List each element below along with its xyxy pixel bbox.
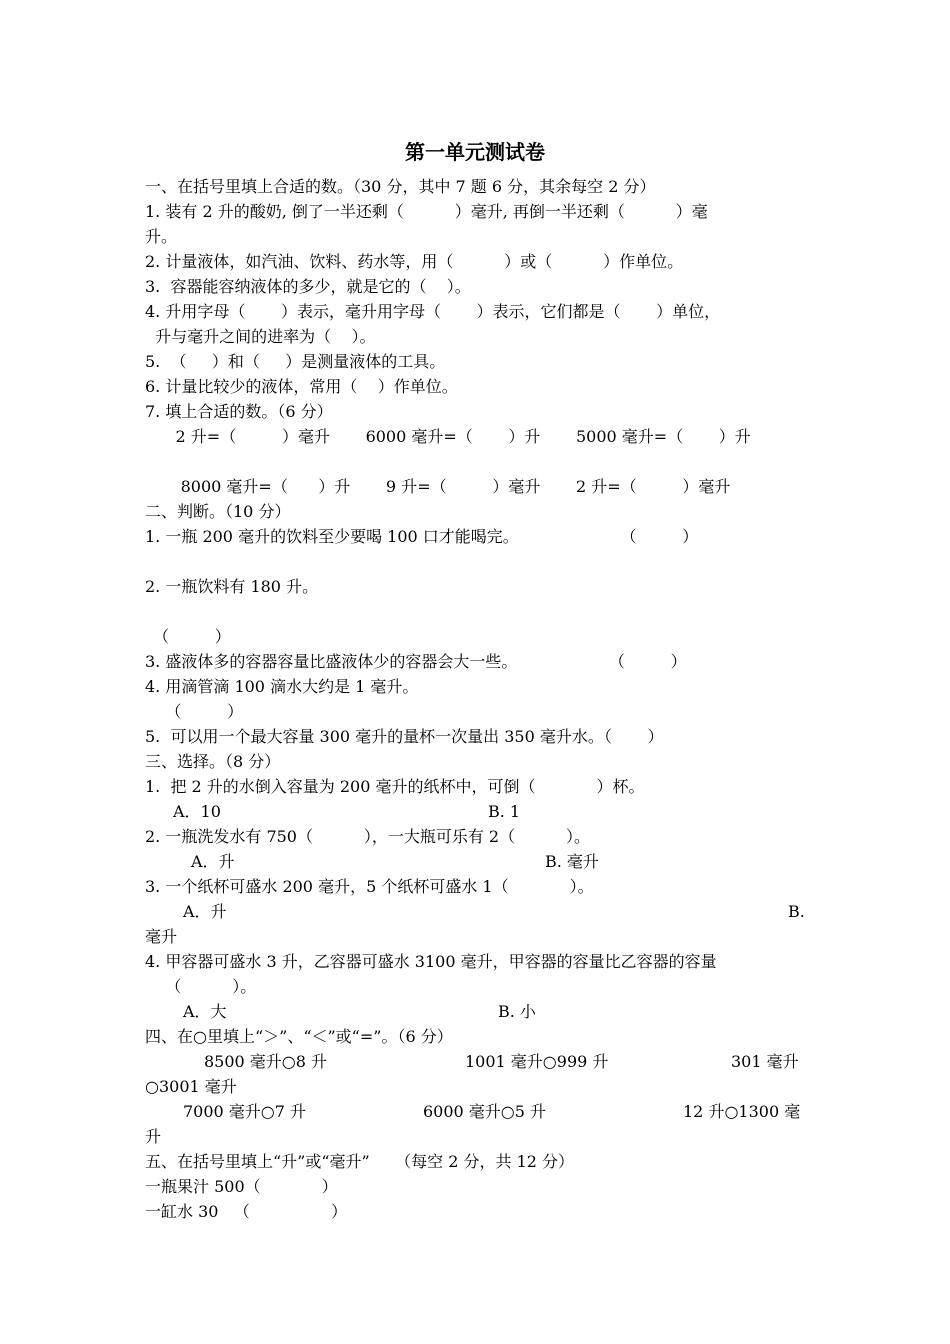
question-2-4-answer: （ ） [145,702,244,721]
question-1-6: 6. 计量比较少的液体，常用（ ）作单位。 [145,377,458,396]
question-3-2-option-a: A．升 [191,852,235,871]
question-3-3: 3. 一个纸杯可盛水 200 毫升，5 个纸杯可盛水 1（ ）。 [145,877,594,896]
question-3-4-option-a: A．大 [183,1002,227,1021]
question-1-5: 5. （ ）和（ ）是测量液体的工具。 [145,352,446,371]
question-3-3-option-b: B. [788,902,805,921]
question-1-7-row-1: 2 升=（ ）毫升 6000 毫升=（ ）升 5000 毫升=（ ）升 [145,427,751,446]
question-1-2: 2. 计量液体，如汽油、饮料、药水等，用（ ）或（ ）作单位。 [145,252,684,271]
question-1-7-row-2: 8000 毫升=（ ）升 9 升=（ ）毫升 2 升=（ ）毫升 [145,477,731,496]
question-2-2-answer: （ ） [153,627,231,646]
question-3-4: 4. 甲容器可盛水 3 升，乙容器可盛水 3100 毫升，甲容器的容量比乙容器的容量 [145,952,717,971]
question-5-2: 一缸水 30 （ ） [145,1202,348,1221]
section-5-heading: 五、在括号里填上“升”或“毫升” （每空 2 分，共 12 分） [145,1152,575,1171]
question-3-3-option-a: A．升 [183,902,227,921]
compare-item-3: 301 毫升 [731,1052,799,1071]
page-title: 第一单元测试卷 [405,140,545,164]
compare-item-1: 8500 毫升○8 升 [204,1052,328,1071]
question-3-4-option-b: B. 小 [498,1002,536,1021]
question-1-7: 7. 填上合适的数。（6 分） [145,402,333,421]
question-1-4: 4. 升用字母（ ）表示，毫升用字母（ ）表示，它们都是（ ）单位， [145,302,721,321]
question-3-1: 1. 把 2 升的水倒入容量为 200 毫升的纸杯中，可倒（ ）杯。 [145,777,645,796]
question-3-2: 2. 一瓶洗发水有 750（ ），一大瓶可乐有 2（ ）。 [145,827,590,846]
section-2-heading: 二、判断。（10 分） [145,502,291,521]
compare-item-6-cont: 升 [145,1127,162,1146]
question-3-4-cont: （ ）。 [145,977,257,996]
section-4-heading: 四、在○里填上“＞”、“＜”或“=”。（6 分） [145,1027,453,1046]
compare-item-6: 12 升○1300 毫 [683,1102,801,1121]
question-1-4-cont: 升与毫升之间的进率为（ ）。 [145,327,376,346]
question-1-1-cont: 升。 [145,227,178,246]
compare-item-2: 1001 毫升○999 升 [465,1052,609,1071]
section-1-heading: 一、在括号里填上合适的数。（30 分，其中 7 题 6 分，其余每空 2 分） [145,177,656,196]
question-2-3: 3. 盛液体多的容器容量比盛液体少的容器会大一些。 （ ） [145,652,687,671]
question-3-2-option-b: B. 毫升 [545,852,599,871]
compare-item-5: 6000 毫升○5 升 [423,1102,547,1121]
question-2-2: 2. 一瓶饮料有 180 升。 [145,577,319,596]
question-3-1-option-a: A．10 [173,802,221,821]
question-5-1: 一瓶果汁 500（ ） [145,1177,338,1196]
question-3-1-option-b: B. 1 [488,802,521,821]
section-3-heading: 三、选择。（8 分） [145,752,281,771]
question-3-3-option-b-cont: 毫升 [145,927,178,946]
question-1-1: 1. 装有 2 升的酸奶, 倒了一半还剩（ ）毫升, 再倒一半还剩（ ）毫 [145,202,708,221]
question-2-4: 4. 用滴管滴 100 滴水大约是 1 毫升。 [145,677,419,696]
question-2-1: 1. 一瓶 200 毫升的饮料至少要喝 100 口才能喝完。 （ ） [145,527,699,546]
question-2-5: 5. 可以用一个最大容量 300 毫升的量杯一次量出 350 毫升水。（ ） [145,727,664,746]
question-1-3: 3. 容器能容纳液体的多少，就是它的（ ）。 [145,277,471,296]
compare-item-3-cont: ○3001 毫升 [145,1077,237,1096]
compare-item-4: 7000 毫升○7 升 [183,1102,307,1121]
